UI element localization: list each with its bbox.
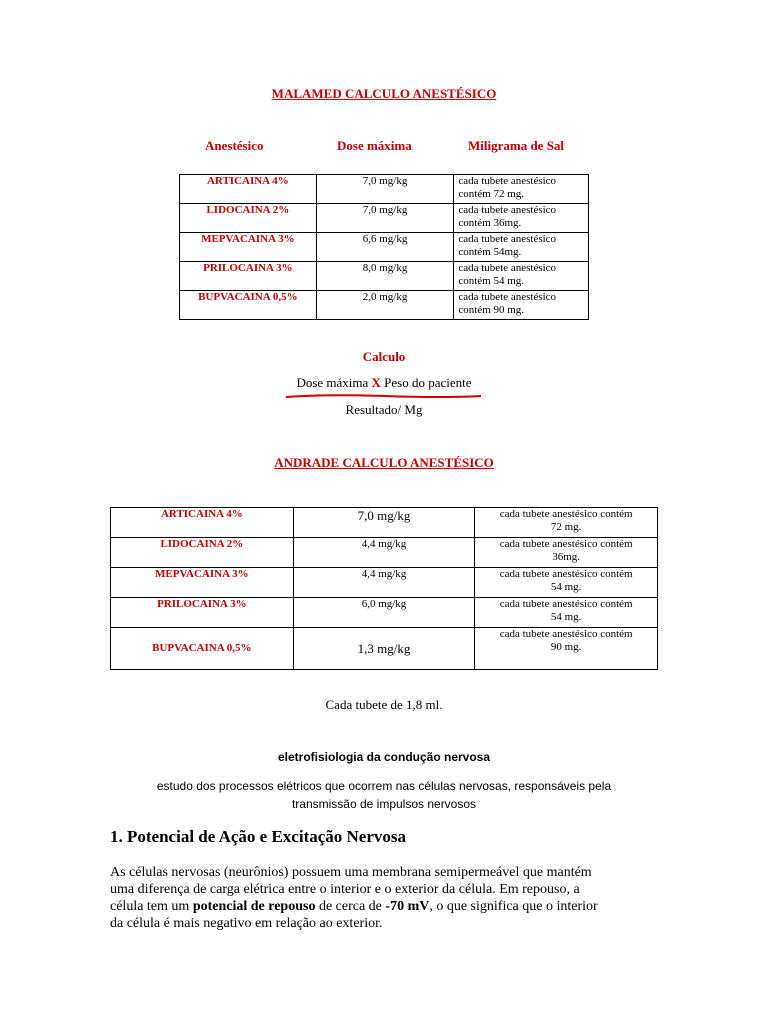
table-row [180,262,589,291]
salt-info [454,233,589,262]
max-dose: 7,0 mg/kg [316,204,454,233]
drug-name: BUPVACAINA 0,5% [180,291,317,320]
salt-info [475,568,658,598]
table-row [180,291,589,320]
salt-line-2: 72 mg. [550,521,582,533]
andrade-table [110,507,658,670]
table-row [180,204,589,233]
table-row [180,175,589,204]
paragraph-line: uma diferença de carga elétrica entre o interior e o exterior da célula. Em repouso, a [110,882,580,897]
salt-info [454,262,589,291]
salt-line-1: cada tubete anestésico [458,233,557,245]
andrade-title: ANDRADE CALCULO ANESTÉSICO [274,455,494,470]
salt-line-2: 90 mg. [550,641,582,653]
table-row [111,508,658,538]
salt-line-1: cada tubete anestésico [458,262,557,274]
drug-name: PRILOCAINA 3% [111,598,294,628]
drug-name: ARTICAINA 4% [111,508,294,538]
salt-info [475,598,658,628]
malamed-title: MALAMED CALCULO ANESTÉSICO [271,86,497,101]
formula-peso: Peso do paciente [380,375,472,390]
max-dose: 6,6 mg/kg [316,233,454,262]
max-dose: 4,4 mg/kg [293,538,475,568]
paragraph-line: da célula é mais negativo em relação ao exterior. [110,916,383,931]
max-dose: 6,0 mg/kg [293,598,475,628]
salt-info [475,538,658,568]
calculo-title: Calculo [362,349,406,364]
drug-name: MEPVACAINA 3% [180,233,317,262]
paragraph-line [110,898,670,915]
salt-line-2: contém 54 mg. [458,275,524,287]
salt-line-2: contém 36mg. [458,217,522,229]
salt-line-1: cada tubete anestésico contém [499,568,633,580]
section-heading: 1. Potencial de Ação e Excitação Nervosa [110,827,407,846]
salt-info [475,508,658,538]
header-dose-maxima: Dose máxima [337,138,412,153]
salt-info [454,204,589,233]
max-dose: 7,0 mg/kg [293,508,475,538]
max-dose: 2,0 mg/kg [316,291,454,320]
eletro-description [0,777,768,813]
eletro-desc-line-2: transmissão de impulsos nervosos [291,797,477,811]
table-row [180,233,589,262]
paragraph-line: As células nervosas (neurônios) possuem uma membrana semipermeável que mantém [110,865,592,880]
text-span: , o que significa que o interior [429,899,598,914]
salt-line-2: contém 54mg. [458,246,522,258]
max-dose: 1,3 mg/kg [293,628,475,670]
drug-name: MEPVACAINA 3% [111,568,294,598]
drug-name: PRILOCAINA 3% [180,262,317,291]
salt-line-2: 54 mg. [550,611,582,623]
calculo-result: Resultado/ Mg [345,402,423,417]
salt-info [475,628,658,670]
max-dose: 4,4 mg/kg [293,568,475,598]
salt-line-2: contém 72 mg. [458,188,524,200]
bold-value: -70 mV [385,899,430,914]
max-dose: 7,0 mg/kg [316,175,454,204]
header-miligrama-sal: Miligrama de Sal [468,138,565,153]
salt-line-1: cada tubete anestésico [458,291,557,303]
salt-line-1: cada tubete anestésico contém [499,628,633,640]
formula-multiply: X [371,375,381,390]
salt-line-2: 54 mg. [550,581,582,593]
salt-info [454,175,589,204]
formula-dose: Dose máxima [296,375,372,390]
drug-name: LIDOCAINA 2% [111,538,294,568]
calculo-formula [0,375,768,391]
section-paragraph [110,864,670,932]
salt-line-2: 36mg. [552,551,581,563]
drug-name: ARTICAINA 4% [180,175,317,204]
header-anestesico: Anestésico [205,138,264,153]
drug-name: BUPVACAINA 0,5% [111,628,294,670]
table-row [111,568,658,598]
bold-term: potencial de repouso [192,899,316,914]
eletro-desc-line-1: estudo dos processos elétricos que ocorrem nas células nervosas, responsáveis pela [156,779,612,793]
salt-line-1: cada tubete anestésico contém [499,538,633,550]
salt-line-1: cada tubete anestésico [458,175,557,187]
malamed-table [179,174,589,320]
drug-name: LIDOCAINA 2% [180,204,317,233]
salt-line-1: cada tubete anestésico contém [499,508,633,520]
text-span: célula tem um [110,899,193,914]
salt-info [454,291,589,320]
tubete-note: Cada tubete de 1,8 ml. [325,697,443,712]
table-row [111,628,658,670]
salt-line-1: cada tubete anestésico [458,204,557,216]
max-dose: 8,0 mg/kg [316,262,454,291]
eletro-title: eletrofisiologia da condução nervosa [277,750,491,764]
table-row [111,538,658,568]
text-span: de cerca de [315,899,386,914]
salt-line-1: cada tubete anestésico contém [499,598,633,610]
fraction-line [284,392,484,402]
salt-line-2: contém 90 mg. [458,304,524,316]
table-row [111,598,658,628]
